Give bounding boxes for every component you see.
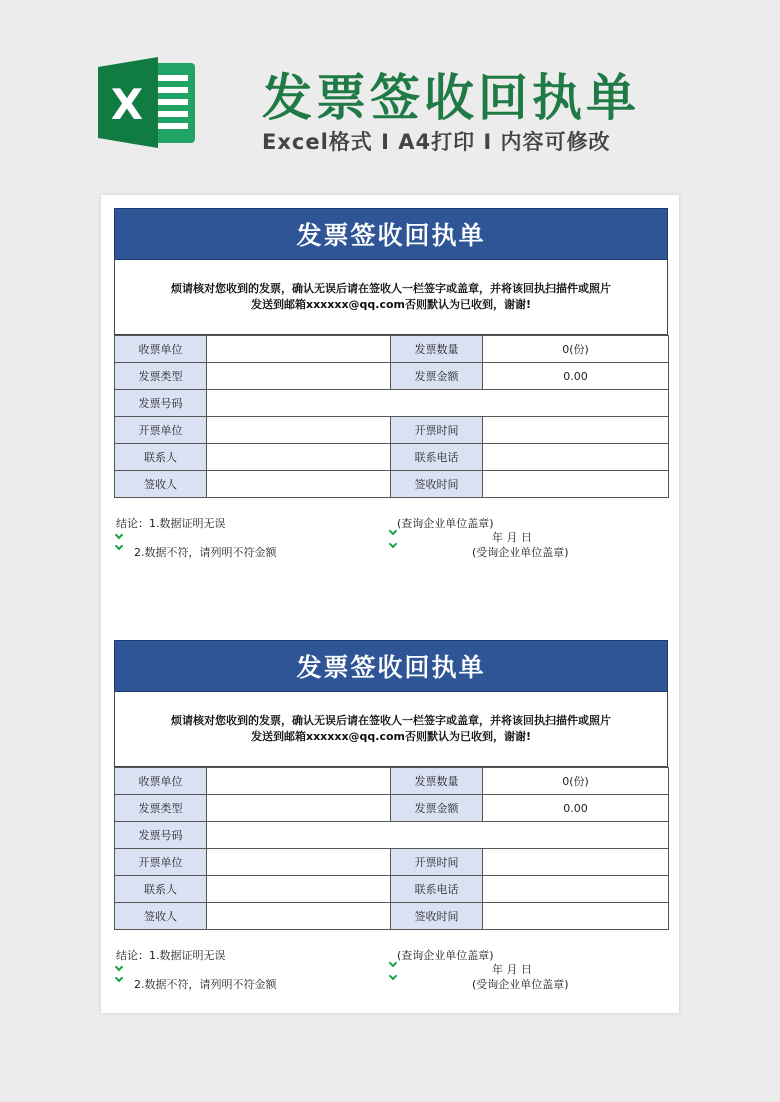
comment-marker-icon [115,531,123,539]
notice-line-1: 烦请核对您收到的发票，确认无误后请在签收人一栏签字或盖章，并将该回执扫描件或照片 [171,282,611,295]
stamp-label-1: (查询企业单位盖章) [397,517,494,530]
cell-input[interactable] [483,876,669,903]
form-table [114,335,669,498]
cell-input[interactable] [207,363,391,390]
cell-label: 发票类型 [115,795,207,822]
form-title: 发票签收回执单 [114,208,668,260]
cell-label: 发票金额 [391,795,483,822]
comment-marker-icon [115,542,123,550]
cell-input[interactable] [207,390,669,417]
form-title: 发票签收回执单 [114,640,668,692]
cell-label: 签收人 [115,471,207,498]
date-label: 年 月 日 [492,531,532,544]
conclusion-1: 结论：1.数据证明无误 [116,949,226,962]
cell-input[interactable] [207,336,391,363]
form-footer [114,498,668,558]
cell-input[interactable] [207,768,391,795]
cell-input[interactable] [483,849,669,876]
comment-marker-icon [389,527,397,535]
page-header [0,0,780,190]
form-footer [114,930,668,990]
conclusion-2: 2.数据不符，请列明不符金额 [134,978,277,991]
notice-line-1: 烦请核对您收到的发票，确认无误后请在签收人一栏签字或盖章，并将该回执扫描件或照片 [171,714,611,727]
cell-input[interactable] [207,849,391,876]
table-row [115,417,669,444]
comment-marker-icon [389,540,397,548]
cell-input[interactable] [207,903,391,930]
cell-label: 发票号码 [115,390,207,417]
cell-input[interactable]: 0.00 [483,795,669,822]
notice-line-2: 发送到邮箱xxxxxx@qq.com否则默认为已收到，谢谢! [250,298,532,311]
conclusion-2: 2.数据不符，请列明不符金额 [134,546,277,559]
cell-label: 签收人 [115,903,207,930]
receipt-form-2 [114,640,668,990]
form-table [114,767,669,930]
cell-label: 联系电话 [391,444,483,471]
excel-logo-icon [98,55,198,150]
table-row [115,903,669,930]
cell-label: 发票号码 [115,822,207,849]
conclusion-1: 结论：1.数据证明无误 [116,517,226,530]
table-row [115,471,669,498]
cell-input[interactable] [207,471,391,498]
cell-input[interactable] [483,471,669,498]
cell-input[interactable] [207,417,391,444]
table-row [115,822,669,849]
comment-marker-icon [115,963,123,971]
notice-line-2: 发送到邮箱xxxxxx@qq.com否则默认为已收到，谢谢! [250,730,532,743]
table-row [115,768,669,795]
cell-label: 发票类型 [115,363,207,390]
table-row [115,795,669,822]
stamp-label-2: (受询企业单位盖章) [472,546,569,559]
cell-label: 发票数量 [391,336,483,363]
cell-label: 开票单位 [115,417,207,444]
cell-label: 开票时间 [391,849,483,876]
cell-input[interactable] [207,822,669,849]
cell-label: 发票数量 [391,768,483,795]
comment-marker-icon [115,974,123,982]
svg-text:X: X [110,80,144,129]
cell-label: 签收时间 [391,471,483,498]
document-page [101,195,679,1013]
form-notice [114,260,668,335]
cell-input[interactable] [483,417,669,444]
cell-input[interactable]: 0(份) [483,768,669,795]
cell-input[interactable]: 0(份) [483,336,669,363]
stamp-label-2: (受询企业单位盖章) [472,978,569,991]
table-row [115,363,669,390]
cell-label: 联系人 [115,876,207,903]
comment-marker-icon [389,972,397,980]
table-row [115,849,669,876]
cell-label: 签收时间 [391,903,483,930]
cell-input[interactable] [207,876,391,903]
page-subtitle: Excel格式 I A4打印 I 内容可修改 [262,130,611,154]
page-title: 发票签收回执单 [262,69,640,127]
cell-label: 联系人 [115,444,207,471]
table-row [115,444,669,471]
cell-input[interactable] [207,444,391,471]
cell-label: 发票金额 [391,363,483,390]
table-row [115,390,669,417]
cell-label: 开票单位 [115,849,207,876]
cell-label: 收票单位 [115,336,207,363]
cell-label: 收票单位 [115,768,207,795]
cell-label: 联系电话 [391,876,483,903]
cell-input[interactable] [207,795,391,822]
table-row [115,876,669,903]
date-label: 年 月 日 [492,963,532,976]
cell-input[interactable] [483,903,669,930]
receipt-form-1 [114,208,668,558]
cell-label: 开票时间 [391,417,483,444]
comment-marker-icon [389,959,397,967]
form-notice [114,692,668,767]
table-row [115,336,669,363]
cell-input[interactable] [483,444,669,471]
cell-input[interactable]: 0.00 [483,363,669,390]
stamp-label-1: (查询企业单位盖章) [397,949,494,962]
